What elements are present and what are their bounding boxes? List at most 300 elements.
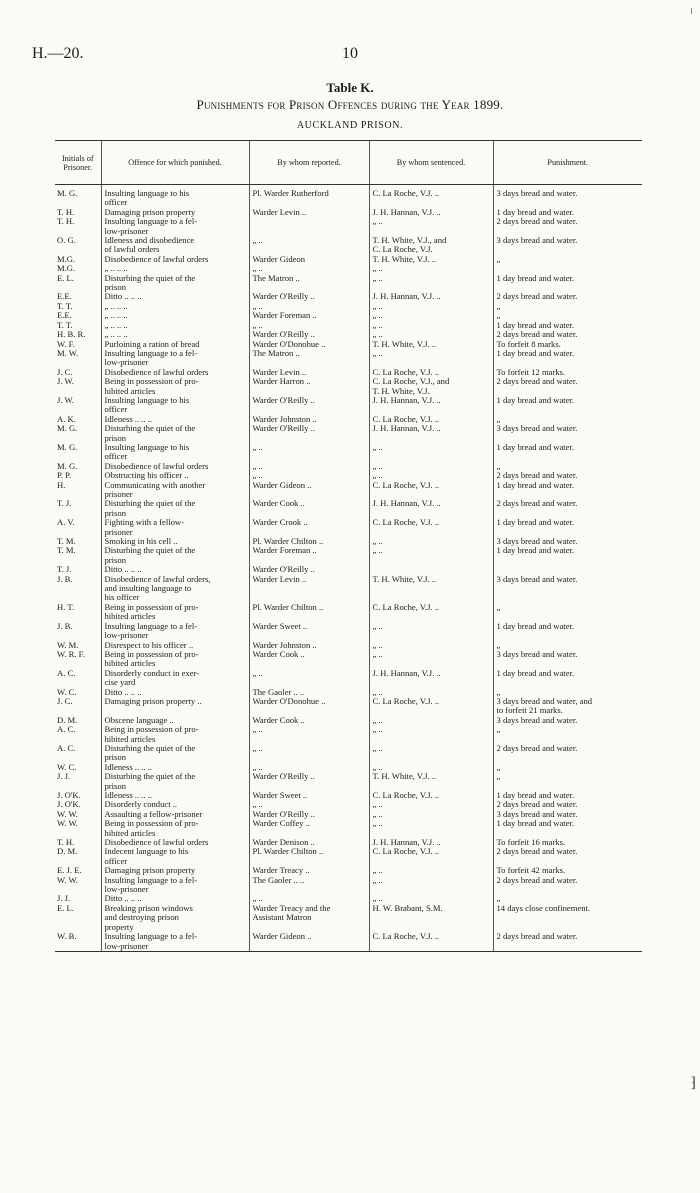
cell-reported: Warder Cook .. xyxy=(249,499,369,508)
cell-initials: T. H. xyxy=(57,217,75,227)
cell-punishment: 3 days bread and water. xyxy=(493,236,642,245)
cell-reported: Warder Coffey .. xyxy=(249,819,369,828)
cell-punishment: 3 days bread and water. xyxy=(493,810,642,819)
cell-punishment xyxy=(493,434,642,443)
cell-sentenced: „ .. xyxy=(369,274,493,283)
table-row xyxy=(55,669,642,678)
cell-initials: J. O'K. xyxy=(57,800,81,810)
cell-sentenced: „ .. xyxy=(369,819,493,828)
cell-initials: A. C. xyxy=(57,668,76,678)
table-row xyxy=(55,274,642,283)
cell-initials: J. W. xyxy=(57,395,74,405)
cell-reported xyxy=(249,452,369,461)
table-row xyxy=(55,490,642,499)
cell-initials xyxy=(55,283,101,292)
cell-punishment xyxy=(493,387,642,396)
cell-sentenced: „ .. xyxy=(369,302,493,311)
cell-reported: „ .. xyxy=(249,800,369,809)
punishments-table-wrapper xyxy=(55,140,642,952)
cell-offence: low-prisoner xyxy=(101,227,249,236)
cell-sentenced: C. La Roche, V.J. .. xyxy=(369,518,493,527)
punishments-table xyxy=(55,140,642,952)
cell-sentenced xyxy=(369,556,493,565)
cell-initials: J. W. xyxy=(57,377,74,387)
cell-reported xyxy=(249,612,369,621)
cell-initials: E.E. xyxy=(57,292,72,302)
cell-initials: W. W. xyxy=(57,819,78,829)
table-row xyxy=(55,255,642,264)
cell-initials xyxy=(55,735,101,744)
cell-initials: O. G. xyxy=(57,236,76,246)
cell-initials xyxy=(55,509,101,518)
cell-offence: prisoner xyxy=(101,528,249,537)
table-row xyxy=(55,245,642,254)
cell-punishment: „ xyxy=(493,641,642,650)
table-row xyxy=(55,782,642,791)
cell-sentenced xyxy=(369,452,493,461)
cell-offence: Being in possession of pro- xyxy=(101,603,249,612)
table-row xyxy=(55,857,642,866)
table-row xyxy=(55,198,642,207)
cell-punishment: „ xyxy=(493,688,642,697)
cell-sentenced: „ .. xyxy=(369,546,493,555)
cell-reported xyxy=(249,735,369,744)
table-row xyxy=(55,735,642,744)
cell-punishment: 1 day bread and water. xyxy=(493,274,642,283)
cell-punishment: 3 days bread and water. xyxy=(493,189,642,198)
cell-initials xyxy=(55,659,101,668)
cell-offence: Smoking in his cell .. xyxy=(101,537,249,546)
cell-punishment xyxy=(493,678,642,687)
table-header-row xyxy=(55,141,642,185)
cell-punishment: To forfeit 12 marks. xyxy=(493,368,642,377)
cell-offence: Being in possession of pro- xyxy=(101,725,249,734)
cell-sentenced: J. H. Hannan, V.J. .. xyxy=(369,292,493,301)
table-row xyxy=(55,622,642,631)
cell-initials: E. L. xyxy=(57,273,74,283)
cell-offence: officer xyxy=(101,198,249,207)
cell-offence: Insulting language to his xyxy=(101,396,249,405)
cell-sentenced: „ .. xyxy=(369,217,493,226)
cell-sentenced: „ .. xyxy=(369,716,493,725)
cell-reported: „ .. xyxy=(249,725,369,734)
table-row xyxy=(55,556,642,565)
cell-sentenced xyxy=(369,857,493,866)
cell-reported: „ .. xyxy=(249,669,369,678)
cell-reported xyxy=(249,387,369,396)
cell-punishment xyxy=(493,735,642,744)
cell-sentenced: „ .. xyxy=(369,763,493,772)
cell-punishment xyxy=(493,631,642,640)
cell-punishment: „ xyxy=(493,462,642,471)
cell-offence: Insulting language to a fel- xyxy=(101,217,249,226)
cell-reported: Warder O'Reilly .. xyxy=(249,330,369,339)
cell-punishment xyxy=(493,565,642,574)
cell-initials xyxy=(55,753,101,762)
cell-reported: The Matron .. xyxy=(249,349,369,358)
cell-reported: Warder Sweet .. xyxy=(249,622,369,631)
cell-punishment xyxy=(493,913,642,922)
table-row xyxy=(55,443,642,452)
table-subtitle: Punishments for Prison Offences during the Year 1899. xyxy=(196,97,504,112)
table-row xyxy=(55,509,642,518)
cell-offence: Disturbing the quiet of the xyxy=(101,772,249,781)
cell-punishment: 1 day bread and water. xyxy=(493,208,642,217)
cell-sentenced xyxy=(369,593,493,602)
cell-punishment xyxy=(493,452,642,461)
cell-sentenced: C. La Roche, V.J. .. xyxy=(369,791,493,800)
cell-sentenced: „ .. xyxy=(369,866,493,875)
table-row xyxy=(55,396,642,405)
table-row xyxy=(55,208,642,217)
cell-reported: Warder Denison .. xyxy=(249,838,369,847)
cell-initials xyxy=(55,782,101,791)
cell-sentenced xyxy=(369,283,493,292)
page-number: 10 xyxy=(342,45,358,62)
cell-offence: officer xyxy=(101,452,249,461)
table-row xyxy=(55,791,642,800)
cell-initials xyxy=(55,631,101,640)
cell-initials: J. J. xyxy=(57,772,71,782)
cell-initials: A. K. xyxy=(57,414,76,424)
cell-offence: Fighting with a fellow- xyxy=(101,518,249,527)
cell-offence: Being in possession of pro- xyxy=(101,819,249,828)
cell-initials: P. P. xyxy=(57,471,72,481)
cell-punishment xyxy=(493,528,642,537)
cell-initials: A. V. xyxy=(57,518,75,528)
cell-initials xyxy=(55,358,101,367)
cell-initials: T. M. xyxy=(57,537,76,547)
cell-offence: „ .. .. .. xyxy=(101,264,249,273)
cell-sentenced: „ .. xyxy=(369,311,493,320)
cell-offence: Ditto .. .. .. xyxy=(101,292,249,301)
cell-initials: D. M. xyxy=(57,715,78,725)
table-row xyxy=(55,593,642,602)
cell-initials: T. J. xyxy=(57,565,72,575)
cell-sentenced xyxy=(369,565,493,574)
cell-initials xyxy=(55,245,101,254)
cell-reported xyxy=(249,593,369,602)
cell-reported xyxy=(249,556,369,565)
cell-initials: T. H. xyxy=(57,207,75,217)
cell-reported: „ .. xyxy=(249,744,369,753)
cell-initials xyxy=(55,829,101,838)
cell-offence: Ditto .. .. .. xyxy=(101,688,249,697)
cell-initials: E.E. xyxy=(57,311,72,321)
table-row xyxy=(55,565,642,574)
table-row xyxy=(55,481,642,490)
cell-initials: J. B. xyxy=(57,621,73,631)
table-row xyxy=(55,528,642,537)
cell-sentenced: „ .. xyxy=(369,622,493,631)
scan-mark xyxy=(691,8,692,14)
cell-sentenced: „ .. xyxy=(369,330,493,339)
cell-initials xyxy=(55,913,101,922)
cell-initials: W. C. xyxy=(57,687,77,697)
cell-reported: The Matron .. xyxy=(249,274,369,283)
cell-sentenced: J. H. Hannan, V.J. .. xyxy=(369,669,493,678)
cell-initials: J. C. xyxy=(57,696,73,706)
cell-initials: W. W. xyxy=(57,809,78,819)
cell-sentenced xyxy=(369,198,493,207)
cell-offence: prison xyxy=(101,782,249,791)
cell-initials xyxy=(55,227,101,236)
cell-reported: Assistant Matron xyxy=(249,913,369,922)
cell-offence: Breaking prison windows xyxy=(101,904,249,913)
table-row xyxy=(55,913,642,922)
cell-punishment: „ xyxy=(493,763,642,772)
cell-punishment: „ xyxy=(493,311,642,320)
cell-offence: Disturbing the quiet of the xyxy=(101,274,249,283)
cell-reported: Warder Gideon .. xyxy=(249,932,369,941)
header-punishment: Punishment. xyxy=(493,141,642,185)
table-row xyxy=(55,340,642,349)
cell-offence: Ditto .. .. .. xyxy=(101,894,249,903)
cell-reported: The Gaoler .. .. xyxy=(249,688,369,697)
cell-reported: „ .. xyxy=(249,894,369,903)
table-body xyxy=(55,185,642,952)
cell-sentenced: J. H. Hannan, V.J. .. xyxy=(369,499,493,508)
cell-reported xyxy=(249,198,369,207)
cell-offence: Idleness .. .. .. xyxy=(101,415,249,424)
cell-reported: Warder Cook .. xyxy=(249,650,369,659)
cell-punishment xyxy=(493,490,642,499)
cell-initials xyxy=(55,593,101,602)
cell-initials xyxy=(55,678,101,687)
cell-initials: E. L. xyxy=(57,903,74,913)
cell-punishment xyxy=(493,829,642,838)
cell-reported: „ .. xyxy=(249,763,369,772)
cell-offence: Insulting language to a fel- xyxy=(101,349,249,358)
table-row xyxy=(55,612,642,621)
cell-punishment: „ xyxy=(493,302,642,311)
cell-initials: T. H. xyxy=(57,838,75,848)
cell-initials xyxy=(55,434,101,443)
table-row xyxy=(55,829,642,838)
cell-sentenced xyxy=(369,528,493,537)
cell-sentenced: „ .. xyxy=(369,744,493,753)
cell-punishment xyxy=(493,857,642,866)
cell-initials: J. O'K. xyxy=(57,791,81,800)
cell-sentenced xyxy=(369,358,493,367)
table-row xyxy=(55,217,642,226)
cell-sentenced xyxy=(369,434,493,443)
cell-punishment: 2 days bread and water. xyxy=(493,292,642,301)
cell-offence: Damaging prison property xyxy=(101,866,249,875)
cell-offence: prison xyxy=(101,753,249,762)
cell-reported: Warder O'Reilly .. xyxy=(249,810,369,819)
cell-sentenced xyxy=(369,405,493,414)
cell-reported: Warder Crook .. xyxy=(249,518,369,527)
cell-initials: M. W. xyxy=(57,348,79,358)
cell-sentenced: T. H. White, V.J. .. xyxy=(369,772,493,781)
cell-reported: „ .. xyxy=(249,321,369,330)
cell-punishment: 2 days bread and water. xyxy=(493,744,642,753)
cell-reported xyxy=(249,659,369,668)
cell-offence: Indecent language to his xyxy=(101,847,249,856)
prison-name: AUCKLAND PRISON. xyxy=(296,120,404,131)
cell-sentenced: „ .. xyxy=(369,810,493,819)
edge-mark: ⁆ xyxy=(690,1076,696,1091)
cell-punishment: 1 day bread and water. xyxy=(493,819,642,828)
cell-offence: Insulting language to a fel- xyxy=(101,932,249,941)
table-row xyxy=(55,810,642,819)
cell-reported xyxy=(249,753,369,762)
cell-initials xyxy=(55,452,101,461)
cell-sentenced xyxy=(369,659,493,668)
table-row xyxy=(55,876,642,885)
table-row xyxy=(55,894,642,903)
cell-initials xyxy=(55,612,101,621)
cell-punishment xyxy=(493,659,642,668)
cell-punishment: 2 days bread and water. xyxy=(493,876,642,885)
table-row xyxy=(55,697,642,706)
cell-initials: M. G. xyxy=(57,424,78,434)
table-row xyxy=(55,264,642,273)
cell-reported: Warder Sweet .. xyxy=(249,791,369,800)
table-row xyxy=(55,650,642,659)
cell-offence: Disrespect to his officer .. xyxy=(101,641,249,650)
cell-offence: prison xyxy=(101,283,249,292)
cell-initials: D. M. xyxy=(57,847,78,857)
table-row xyxy=(55,452,642,461)
cell-sentenced: „ .. xyxy=(369,462,493,471)
cell-sentenced: „ .. xyxy=(369,641,493,650)
cell-punishment: 1 day bread and water. xyxy=(493,669,642,678)
cell-reported xyxy=(249,434,369,443)
cell-offence: Idleness and disobedience xyxy=(101,236,249,245)
cell-reported xyxy=(249,923,369,932)
cell-offence: low-prisoner xyxy=(101,631,249,640)
cell-offence: „ .. .. .. xyxy=(101,311,249,320)
cell-initials xyxy=(55,387,101,396)
cell-punishment: „ xyxy=(493,415,642,424)
cell-initials: E. J. E. xyxy=(57,866,82,876)
cell-reported xyxy=(249,245,369,254)
cell-initials xyxy=(55,923,101,932)
cell-sentenced xyxy=(369,227,493,236)
header-reported: By whom reported. xyxy=(249,141,369,185)
cell-reported: Pl. Warder Chilton .. xyxy=(249,603,369,612)
cell-offence: Insulting language to his xyxy=(101,189,249,198)
cell-punishment xyxy=(493,264,642,273)
cell-punishment: 3 days bread and water. xyxy=(493,575,642,584)
cell-initials xyxy=(55,198,101,207)
cell-offence: hibited articles xyxy=(101,659,249,668)
cell-sentenced: C. La Roche, V.J. .. xyxy=(369,415,493,424)
table-row xyxy=(55,575,642,584)
cell-punishment xyxy=(493,227,642,236)
table-row xyxy=(55,368,642,377)
cell-punishment: 1 day bread and water. xyxy=(493,481,642,490)
cell-reported xyxy=(249,885,369,894)
cell-sentenced: C. La Roche, V.J. .. xyxy=(369,603,493,612)
cell-offence xyxy=(101,706,249,715)
cell-sentenced xyxy=(369,631,493,640)
table-row xyxy=(55,688,642,697)
cell-punishment xyxy=(493,612,642,621)
table-row xyxy=(55,387,642,396)
cell-sentenced: C. La Roche, V.J. .. xyxy=(369,932,493,941)
cell-sentenced: C. La Roche, V.J. xyxy=(369,245,493,254)
cell-offence: prison xyxy=(101,434,249,443)
table-row xyxy=(55,631,642,640)
cell-initials: W. F. xyxy=(57,339,75,349)
cell-reported: Warder O'Reilly .. xyxy=(249,772,369,781)
cell-reported: Warder Johnston .. xyxy=(249,415,369,424)
cell-reported: Warder O'Donohue .. xyxy=(249,340,369,349)
cell-sentenced: „ .. xyxy=(369,800,493,809)
cell-sentenced: T. H. White, V.J. .. xyxy=(369,575,493,584)
cell-sentenced: „ .. xyxy=(369,471,493,480)
cell-punishment: 1 day bread and water. xyxy=(493,396,642,405)
cell-sentenced xyxy=(369,584,493,593)
table-row xyxy=(55,349,642,358)
cell-offence: Disorderly conduct in exer- xyxy=(101,669,249,678)
cell-offence: low-prisoner xyxy=(101,885,249,894)
cell-offence: Damaging prison property .. xyxy=(101,697,249,706)
cell-punishment: 2 days bread and water. xyxy=(493,330,642,339)
cell-punishment xyxy=(493,584,642,593)
cell-offence: Disobedience of lawful orders xyxy=(101,368,249,377)
cell-reported: „ .. xyxy=(249,302,369,311)
cell-reported: Warder Levin .. xyxy=(249,368,369,377)
cell-reported xyxy=(249,678,369,687)
cell-punishment: 3 days bread and water, and xyxy=(493,697,642,706)
cell-punishment xyxy=(493,198,642,207)
cell-reported: Warder Treacy .. xyxy=(249,866,369,875)
cell-offence: Disorderly conduct .. xyxy=(101,800,249,809)
table-row xyxy=(55,321,642,330)
cell-reported xyxy=(249,829,369,838)
cell-offence: officer xyxy=(101,405,249,414)
cell-offence: property xyxy=(101,923,249,932)
document-reference: H.—20. xyxy=(32,45,84,62)
cell-offence: Disobedience of lawful orders xyxy=(101,838,249,847)
cell-initials: T. J. xyxy=(57,499,72,509)
cell-initials: M. G. xyxy=(57,461,78,471)
header-initials: Initials of Prisoner. xyxy=(55,141,101,185)
cell-offence: Damaging prison property xyxy=(101,208,249,217)
cell-initials: W. B. xyxy=(57,932,77,942)
cell-punishment: 2 days bread and water. xyxy=(493,800,642,809)
cell-offence: „ .. .. .. xyxy=(101,330,249,339)
table-row xyxy=(55,358,642,367)
cell-reported: The Gaoler .. .. xyxy=(249,876,369,885)
cell-initials: W. C. xyxy=(57,762,77,772)
cell-offence: cise yard xyxy=(101,678,249,687)
cell-initials: W. M. xyxy=(57,640,79,650)
cell-reported: „ .. xyxy=(249,462,369,471)
table-row xyxy=(55,659,642,668)
cell-punishment xyxy=(493,358,642,367)
cell-offence: Insulting language to a fel- xyxy=(101,876,249,885)
cell-offence: Purloining a ration of bread xyxy=(101,340,249,349)
cell-reported: Warder O'Reilly .. xyxy=(249,292,369,301)
cell-punishment: 14 days close confinement. xyxy=(493,904,642,913)
cell-punishment: 3 days bread and water. xyxy=(493,716,642,725)
cell-sentenced xyxy=(369,885,493,894)
cell-reported: Warder Johnston .. xyxy=(249,641,369,650)
cell-reported: Warder O'Reilly .. xyxy=(249,396,369,405)
cell-sentenced: T. H. White, V.J. .. xyxy=(369,340,493,349)
cell-sentenced: J. H. Hannan, V.J. .. xyxy=(369,424,493,433)
cell-sentenced: „ .. xyxy=(369,349,493,358)
cell-punishment xyxy=(493,283,642,292)
cell-sentenced: J. H. Hannan, V.J. .. xyxy=(369,838,493,847)
cell-reported: Warder Levin .. xyxy=(249,208,369,217)
cell-sentenced xyxy=(369,913,493,922)
